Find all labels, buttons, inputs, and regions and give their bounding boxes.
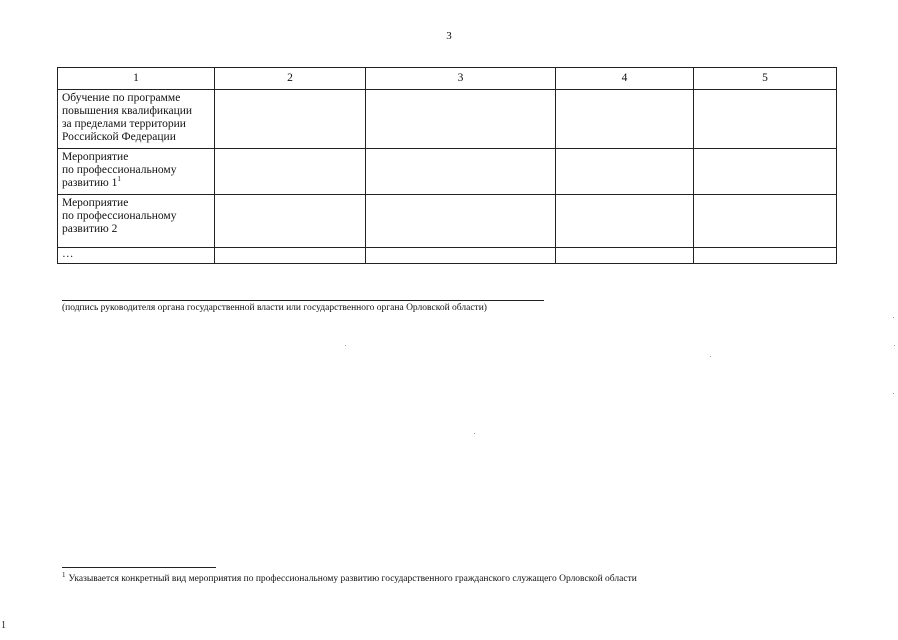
signature-caption: (подпись руководителя органа государственной власти или государственного органа Орловской области): [62, 303, 487, 313]
table-header-row: [58, 68, 837, 90]
table-cell: [694, 90, 837, 149]
table-header-col-5: 5: [694, 68, 837, 90]
table-header-col-1: 1: [58, 68, 215, 90]
page-number: 3: [446, 30, 452, 42]
footnote-mark: 1: [62, 570, 66, 579]
row-label: Мероприятие по профессиональному развитию 1: [62, 151, 177, 189]
table-cell: [556, 90, 694, 149]
scan-speck: [893, 317, 894, 318]
table-cell: [366, 90, 556, 149]
row-label: Обучение по программе повышения квалификации за пределами территории Российской Федерации: [62, 92, 193, 143]
table-cell: [366, 195, 556, 248]
table-cell: [694, 195, 837, 248]
table-row: [58, 195, 837, 248]
table-row: [58, 90, 837, 149]
row-label-with-footnote: [62, 149, 210, 190]
scan-speck: [710, 356, 711, 357]
table-cell: [366, 248, 556, 264]
row-label-cell: [58, 90, 215, 149]
table-header-col-2: 2: [215, 68, 366, 90]
row-label-cell: [58, 195, 215, 248]
row-label-cell: [58, 149, 215, 195]
row-label: Мероприятие по профессиональному развитию 2: [62, 197, 177, 235]
edge-mark: 1: [1, 620, 6, 631]
table-cell: [556, 195, 694, 248]
table-row: [58, 149, 837, 195]
table-cell: [694, 248, 837, 264]
table-cell: [215, 248, 366, 264]
row-label-cell: [58, 248, 215, 264]
footnote-separator: [62, 567, 216, 568]
table-cell: [215, 149, 366, 195]
table-cell: [215, 90, 366, 149]
table-header-col-3: 3: [366, 68, 556, 90]
table-cell: [215, 195, 366, 248]
table-cell: [556, 149, 694, 195]
professional-development-table: [57, 67, 837, 264]
scan-speck: [474, 433, 475, 434]
footnote: [62, 570, 637, 584]
row-label: …: [62, 248, 74, 260]
footnote-reference: 1: [117, 175, 121, 184]
table-cell: [694, 149, 837, 195]
table-header-col-4: 4: [556, 68, 694, 90]
signature-line: [62, 300, 544, 301]
table-cell: [556, 248, 694, 264]
footnote-text: Указывается конкретный вид мероприятия по профессиональному развитию государственного гражданского служащего Орловской области: [68, 574, 637, 584]
table-cell: [366, 149, 556, 195]
scan-speck: [893, 393, 894, 394]
scan-speck: [345, 345, 346, 346]
table-row: [58, 248, 837, 264]
scan-speck: [894, 345, 895, 346]
